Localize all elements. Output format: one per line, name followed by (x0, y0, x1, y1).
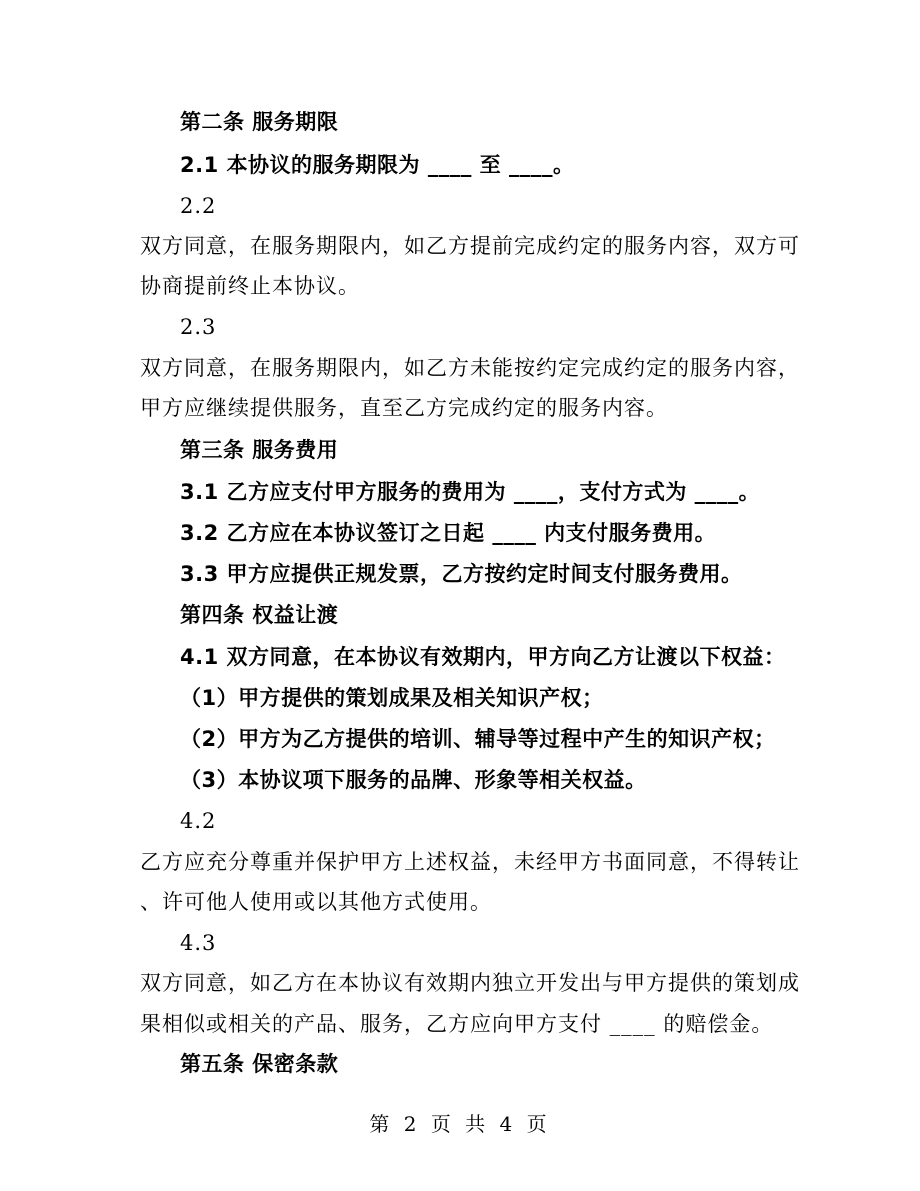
article-2-heading: 第二条 服务期限 (180, 110, 339, 134)
article-4-heading: 第四条 权益让渡 (180, 603, 339, 627)
clause-4-3-line-1: 双方同意，如乙方在本协议有效期内独立开发出与甲方提供的策划成 (140, 971, 800, 995)
clause-4-3-line-2: 果相似或相关的产品、服务，乙方应向甲方支付 ____ 的赔偿金。 (140, 1012, 774, 1036)
article-3-heading: 第三条 服务费用 (180, 438, 339, 462)
clause-4-3-number: 4.3 (180, 931, 217, 955)
clause-4-2-number: 4.2 (180, 809, 217, 833)
clause-2-3-line-1: 双方同意，在服务期限内，如乙方未能按约定完成约定的服务内容， (140, 356, 800, 380)
clause-4-2-line-2: 、许可他人使用或以其他方式使用。 (140, 890, 492, 914)
clause-2-2-number: 2.2 (180, 194, 217, 218)
clause-3-1: 3.1 乙方应支付甲方服务的费用为 ____，支付方式为 ____。 (180, 480, 761, 504)
clause-2-3-number: 2.3 (180, 315, 217, 339)
clause-2-2-line-1: 双方同意，在服务期限内，如乙方提前完成约定的服务内容，双方可 (140, 234, 800, 258)
clause-2-1: 2.1 本协议的服务期限为 ____ 至 ____。 (180, 153, 575, 177)
clause-3-2: 3.2 乙方应在本协议签订之日起 ____ 内支付服务费用。 (180, 521, 717, 545)
clause-4-1-item-3: （3）本协议项下服务的品牌、形象等相关权益。 (180, 768, 647, 792)
clause-4-2-line-1: 乙方应充分尊重并保护甲方上述权益，未经甲方书面同意，不得转让 (140, 850, 800, 874)
article-5-heading: 第五条 保密条款 (180, 1052, 339, 1076)
clause-3-3: 3.3 甲方应提供正规发票，乙方按约定时间支付服务费用。 (180, 562, 743, 586)
page-number-footer: 第 2 页 共 4 页 (369, 1112, 551, 1136)
clause-4-1-item-2: （2）甲方为乙方提供的培训、辅导等过程中产生的知识产权； (180, 727, 776, 751)
clause-4-1: 4.1 双方同意，在本协议有效期内，甲方向乙方让渡以下权益： (180, 645, 786, 669)
clause-2-3-line-2: 甲方应继续提供服务，直至乙方完成约定的服务内容。 (140, 396, 668, 420)
clause-2-2-line-2: 协商提前终止本协议。 (140, 274, 360, 298)
clause-4-1-item-1: （1）甲方提供的策划成果及相关知识产权； (180, 686, 604, 710)
